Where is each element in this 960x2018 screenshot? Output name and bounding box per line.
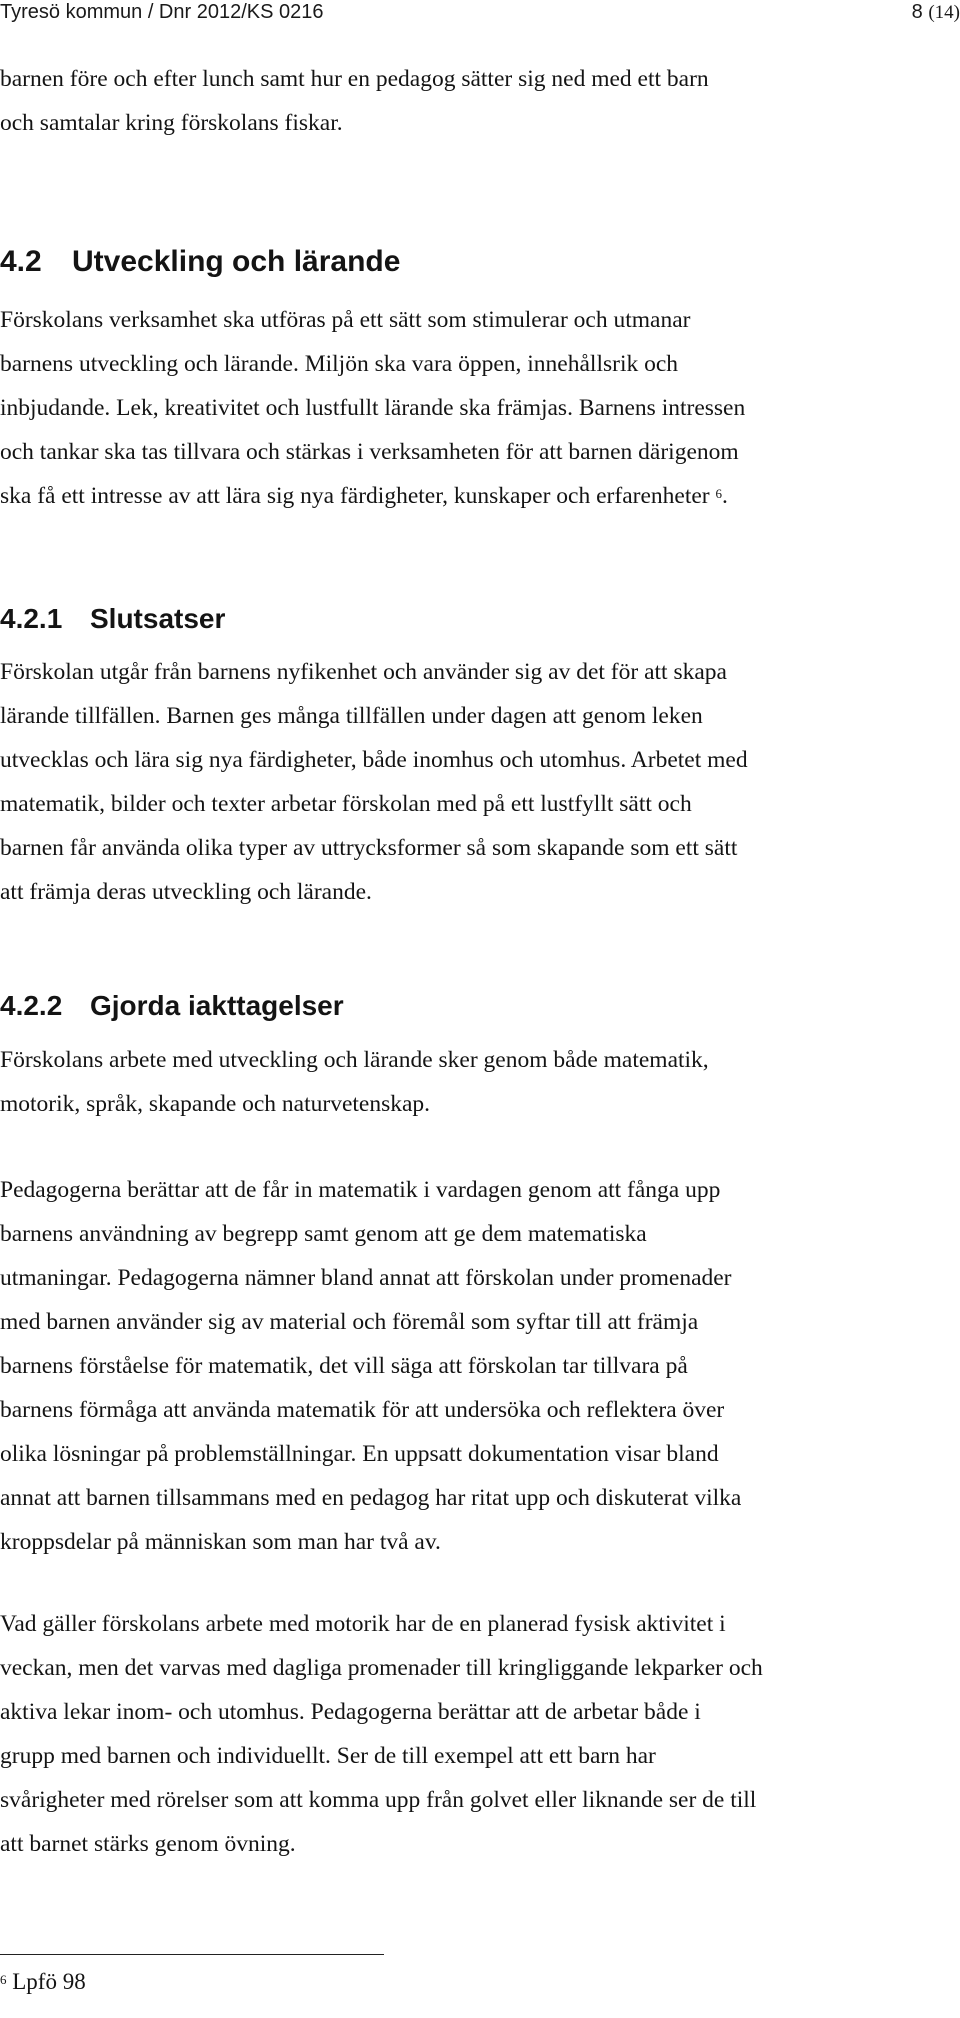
text-line: Pedagogerna berättar att de får in matematik i vardagen genom att fånga upp: [0, 1177, 721, 1203]
text-line: barnens förmåga att använda matematik för att undersöka och reflektera över: [0, 1397, 725, 1423]
section-4-2-2-para-3: [0, 1602, 960, 1866]
text-line: motorik, språk, skapande och naturvetenskap.: [0, 1091, 431, 1117]
footnote-separator: [0, 1954, 384, 1955]
section-4-2-1-text: [0, 650, 960, 914]
text-line: grupp med barnen och individuellt. Ser de till exempel att ett barn har: [0, 1743, 656, 1769]
text-line: utmaningar. Pedagogerna nämner bland annat att förskolan under promenader: [0, 1265, 732, 1291]
section-title: Gjorda iakttagelser: [90, 990, 344, 1021]
section-4-2-1-heading: [0, 599, 960, 639]
line-text: Förskolans verksamhet ska utföras på ett sätt som stimulerar och utmanar: [0, 307, 691, 333]
observations-paragraph-2: [0, 1168, 960, 1564]
section-4-2-2-heading: [0, 986, 960, 1026]
text-line: barnen före och efter lunch samt hur en pedagog sätter sig ned med ett barn: [0, 66, 709, 92]
section-4-2-2-para-2: [0, 1168, 960, 1564]
text-line: med barnen använder sig av material och föremål som syftar till att främja: [0, 1309, 699, 1335]
section-4-2-2: [0, 986, 960, 1026]
sentence-end: .: [721, 483, 728, 509]
section-4-2-2-para-1: [0, 1038, 960, 1126]
section-title: Utveckling och lärande: [72, 245, 401, 278]
section-4-2-heading: [0, 242, 960, 282]
text-line: barnens förståelse för matematik, det vill säga att förskolan tar tillvara på: [0, 1353, 688, 1379]
text-line: [0, 298, 960, 342]
page-header: [0, 0, 960, 28]
text-line: och samtalar kring förskolans fiskar.: [0, 110, 343, 136]
line-text: barnens utveckling och lärande. Miljön ska vara öppen, innehållsrik och: [0, 351, 679, 377]
text-line: lärande tillfällen. Barnen ges många tillfällen under dagen att genom leken: [0, 703, 703, 729]
text-line: kroppsdelar på människan som man har två av.: [0, 1529, 441, 1555]
section-number: 4.2: [0, 245, 42, 278]
text-line: matematik, bilder och texter arbetar förskolan med på ett lustfyllt sätt och: [0, 791, 692, 817]
footnote-number: 6: [0, 1972, 7, 1987]
observations-paragraph-3: [0, 1602, 960, 1866]
footnote-text: Lpfö 98: [12, 1969, 86, 1994]
text-line: att främja deras utveckling och lärande.: [0, 879, 372, 905]
text-line: [0, 474, 960, 518]
text-line: aktiva lekar inom- och utomhus. Pedagogerna berättar att de arbetar både i: [0, 1699, 701, 1725]
section-4-2-body: [0, 298, 960, 518]
text-line: [0, 386, 960, 430]
line-text: inbjudande. Lek, kreativitet och lustfullt lärande ska främjas. Barnens intressen: [0, 395, 746, 421]
text-line: barnen får använda olika typer av uttrycksformer så som skapande som ett sätt: [0, 835, 738, 861]
section-4-2-text: [0, 298, 960, 518]
text-line: veckan, men det varvas med dagliga promenader till kringliggande lekparker och: [0, 1655, 763, 1681]
text-line: Förskolans arbete med utveckling och lärande sker genom både matematik,: [0, 1047, 709, 1073]
text-line: annat att barnen tillsammans med en pedagog har ritat upp och diskuterat vilka: [0, 1485, 742, 1511]
page-number: 8: [911, 1, 923, 23]
header-organization-reference: Tyresö kommun / Dnr 2012/KS 0216: [0, 1, 324, 23]
text-line: olika lösningar på problemställningar. En uppsatt dokumentation visar bland: [0, 1441, 719, 1467]
header-page-number: [912, 0, 960, 25]
line-text: och tankar ska tas tillvara och stärkas i verksamheten för att barnen därigenom: [0, 439, 739, 465]
footnote-reference: 6: [715, 486, 722, 501]
text-line: svårigheter med rörelser som att komma upp från golvet eller liknande ser de till: [0, 1787, 757, 1813]
section-number: 4.2.1: [0, 603, 63, 634]
section-4-2: [0, 242, 960, 282]
line-text: ska få ett intresse av att lära sig nya färdigheter, kunskaper och erfarenheter: [0, 483, 710, 509]
intro-paragraph: [0, 57, 960, 145]
page-total: (14): [928, 2, 960, 23]
intro-text: [0, 57, 960, 145]
text-line: barnens användning av begrepp samt genom att ge dem matematiska: [0, 1221, 647, 1247]
section-4-2-1: [0, 599, 960, 639]
observations-paragraph-1: [0, 1038, 960, 1126]
text-line: [0, 430, 960, 474]
section-title: Slutsatser: [90, 603, 226, 634]
text-line: [0, 342, 960, 386]
text-line: Förskolan utgår från barnens nyfikenhet och använder sig av det för att skapa: [0, 659, 727, 685]
text-line: utvecklas och lära sig nya färdigheter, både inomhus och utomhus. Arbetet med: [0, 747, 748, 773]
section-4-2-1-body: [0, 650, 960, 914]
footnote: [0, 1967, 86, 1997]
text-line: Vad gäller förskolans arbete med motorik har de en planerad fysisk aktivitet i: [0, 1611, 726, 1637]
section-number: 4.2.2: [0, 990, 63, 1021]
text-line: att barnet stärks genom övning.: [0, 1831, 296, 1857]
